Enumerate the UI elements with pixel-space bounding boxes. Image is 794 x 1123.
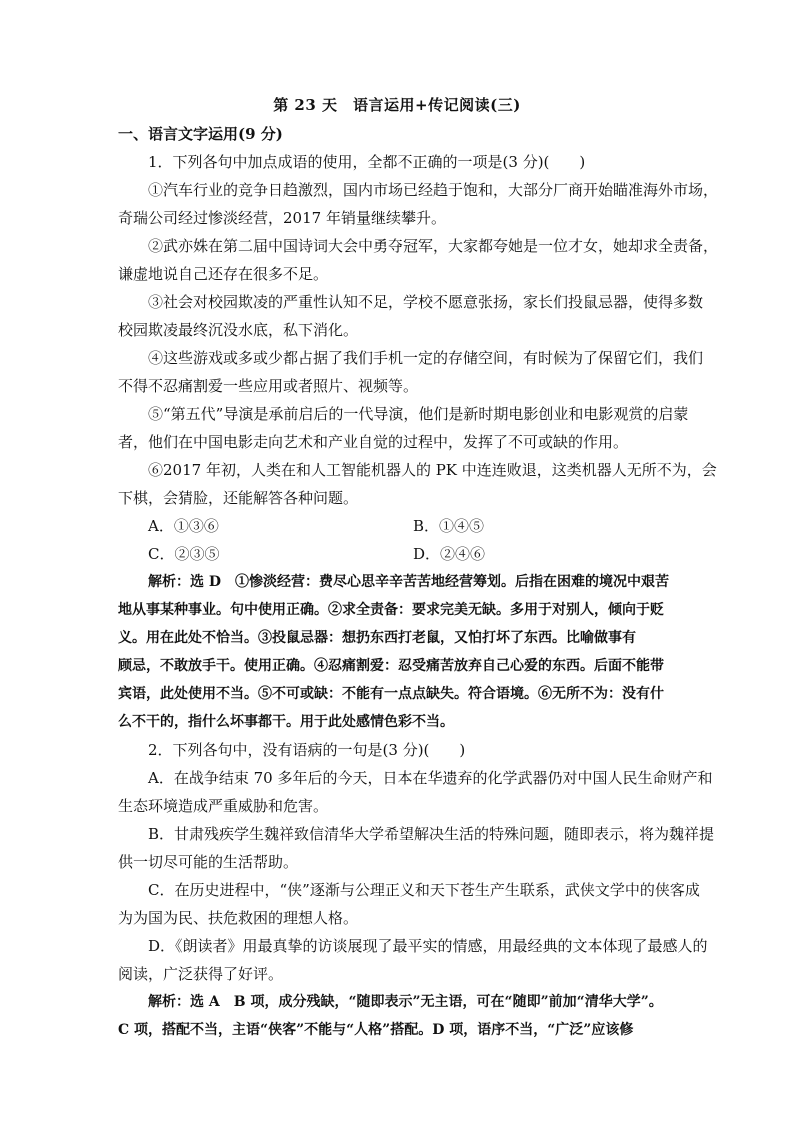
- q1-sentence-6a: ⑥2017 年初，人类在和人工智能机器人的 PK 中连连败退，这类机器人无所不为，会: [148, 461, 717, 479]
- q2-option-d-line2: 阅读，广泛获得了好评。: [118, 965, 284, 983]
- q1-sentence-1b: 奇瑞公司经过惨淡经营，2017 年销量继续攀升。: [118, 209, 446, 227]
- q1-explanation-line: 宾语，此处使用不当。⑤不可或缺：不能有一点点缺失。符合语境。⑥无所不为：没有什: [118, 686, 664, 702]
- q2-option-c-line1: C．在历史进程中，“侠”逐渐与公理正义和天下苍生产生联系，武侠文学中的侠客成: [148, 881, 700, 899]
- q2-option-a-line2: 生态环境造成严重威胁和危害。: [118, 797, 329, 815]
- q1-explanation-line: 解析：选 D ①惨淡经营：费尽心思辛辛苦苦地经营筹划。后指在困难的境况中艰苦: [148, 574, 670, 590]
- q1-sentence-1a: ①汽车行业的竞争日趋激烈，国内市场已经趋于饱和，大部分厂商开始瞄准海外市场，: [148, 181, 719, 199]
- q2-option-b-line2: 供一切尽可能的生活帮助。: [118, 853, 299, 871]
- q1-sentence-3a: ③社会对校园欺凌的严重性认知不足，学校不愿意张扬，家长们投鼠忌器，使得多数: [148, 293, 704, 311]
- q1-option-b: B．①④⑤: [413, 517, 485, 535]
- q1-sentence-2a: ②武亦姝在第二届中国诗词大会中勇夺冠军，大家都夸她是一位才女，她却求全责备，: [148, 237, 719, 255]
- q2-option-c-line2: 为为国为民、扶危救困的理想人格。: [118, 909, 359, 927]
- q1-explanation-line: 义。用在此处不恰当。③投鼠忌器：想扔东西打老鼠，又怕打坏了东西。比喻做事有: [118, 630, 636, 646]
- page-title: 第 23 天 语言运用+传记阅读(三): [273, 96, 521, 114]
- q1-sentence-4a: ④这些游戏或多或少都占据了我们手机一定的存储空间，有时候为了保留它们，我们: [148, 349, 704, 367]
- q1-sentence-5a: ⑤“第五代”导演是承前启后的一代导演，他们是新时期电影创业和电影观赏的启蒙: [148, 405, 689, 423]
- question-1-stem: 1．下列各句中加点成语的使用，全都不正确的一项是(3 分)( ): [148, 153, 586, 171]
- q2-explanation-line: C 项，搭配不当，主语“侠客”不能与“人格”搭配。D 项，语序不当，“广泛”应该修: [118, 1022, 634, 1038]
- q1-sentence-3b: 校园欺凌最终沉没水底，私下消化。: [118, 321, 359, 339]
- q1-sentence-4b: 不得不忍痛割爱一些应用或者照片、视频等。: [118, 377, 419, 395]
- q1-options-row-1: [118, 512, 676, 540]
- section-heading: 一、语言文字运用(9 分): [118, 125, 283, 143]
- q1-explanation-line: 地从事某种事业。句中使用正确。②求全责备：要求完美无缺。多用于对别人，倾向于贬: [118, 602, 664, 618]
- q1-option-a: A．①③⑥: [148, 517, 219, 535]
- q1-explanation-line: 么不干的，指什么坏事都干。用于此处感情色彩不当。: [118, 714, 454, 730]
- q1-sentence-5b: 者，他们在中国电影走向艺术和产业自觉的过程中，发挥了不可或缺的作用。: [118, 433, 629, 451]
- q1-sentence-2b: 谦虚地说自己还存在很多不足。: [118, 265, 329, 283]
- q1-explanation-line: 顾忌，不敢放手干。使用正确。④忍痛割爱：忍受痛苦放弃自己心爱的东西。后面不能带: [118, 658, 664, 674]
- q2-option-a-line1: A．在战争结束 70 多年后的今天，日本在华遗弃的化学武器仍对中国人民生命财产和: [148, 769, 713, 787]
- content-body: [118, 120, 719, 1044]
- q2-option-b-line1: B．甘肃残疾学生魏祥致信清华大学希望解决生活的特殊问题，随即表示，将为魏祥提: [148, 825, 715, 843]
- q1-sentence-6b: 下棋，会猜脸，还能解答各种问题。: [118, 489, 359, 507]
- q1-option-d: D．②④⑥: [413, 545, 486, 563]
- q1-options-row-2: [118, 540, 676, 568]
- q2-option-d-line1: D．《朗读者》用最真挚的访谈展现了最平实的情感，用最经典的文本体现了最感人的: [148, 937, 708, 955]
- q2-explanation-line: 解析：选 A B 项，成分残缺，“随即表示”无主语，可在“随即”前加“清华大学”。: [148, 994, 663, 1010]
- question-2-stem: 2．下列各句中，没有语病的一句是(3 分)( ): [148, 741, 466, 759]
- q1-option-c: C．②③⑤: [148, 545, 220, 563]
